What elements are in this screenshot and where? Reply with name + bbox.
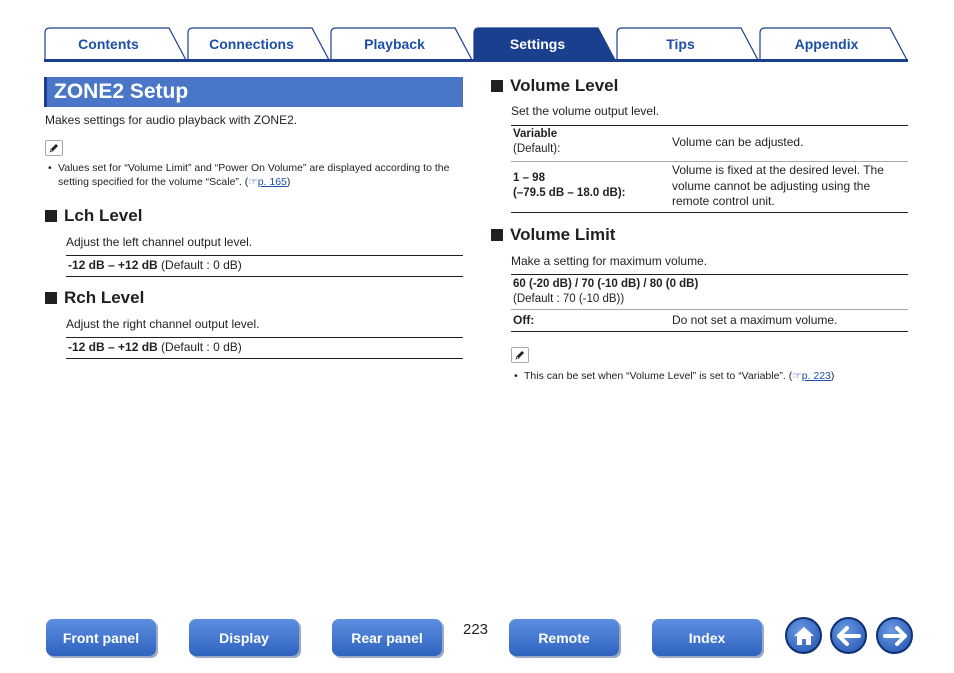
intro-text: Makes settings for audio playback with ZONE2.: [45, 113, 298, 127]
page-link[interactable]: p. 165: [257, 176, 287, 188]
front-panel-button[interactable]: Front panel: [46, 619, 156, 656]
tab-appendix[interactable]: [759, 27, 908, 60]
table-rule: [511, 212, 908, 213]
tab-label: Appendix: [794, 35, 859, 52]
table-value: Do not set a maximum volume.: [672, 313, 838, 327]
heading-text: Volume Level: [510, 76, 619, 95]
option-values: 60 (-20 dB) / 70 (-10 dB) / 80 (0 dB): [513, 278, 699, 290]
off-key: Off:: [513, 313, 535, 327]
square-bullet-icon: [491, 80, 503, 92]
tab-label: Playback: [364, 35, 425, 52]
section-heading-lch: [45, 206, 142, 226]
back-arrow-icon[interactable]: [830, 617, 867, 654]
home-icon[interactable]: [785, 617, 822, 654]
table-key: [513, 127, 560, 157]
table-rule: [66, 358, 463, 359]
remote-button[interactable]: Remote: [509, 619, 619, 656]
option-default: (Default : 70 (-10 dB)): [513, 293, 625, 305]
page-ref-icon: ☞: [792, 370, 802, 382]
tab-contents[interactable]: [44, 27, 187, 60]
table-key: [513, 277, 698, 307]
note-pencil-icon: [511, 347, 529, 363]
key-range: (–79.5 dB – 18.0 dB):: [513, 187, 626, 199]
tab-tips[interactable]: [616, 27, 759, 60]
tab-connections[interactable]: [187, 27, 330, 60]
key-name: Variable: [513, 128, 558, 140]
table-rule: [66, 337, 463, 338]
tab-label: Settings: [509, 35, 566, 52]
tab-label: Contents: [78, 35, 139, 52]
index-button[interactable]: Index: [652, 619, 762, 656]
tab-baseline: [44, 59, 908, 62]
table-rule: [511, 161, 908, 162]
range-value: -12 dB – +12 dB: [68, 258, 158, 272]
page-title: ZONE2 Setup: [44, 77, 463, 107]
volume-limit-description: Make a setting for maximum volume.: [511, 254, 708, 268]
page-link[interactable]: p. 223: [801, 370, 831, 382]
tab-playback[interactable]: [330, 27, 473, 60]
rear-panel-button[interactable]: Rear panel: [332, 619, 442, 656]
note-bullet: •: [48, 162, 52, 174]
note-text: This can be set when “Volume Level” is set to “Variable”. (☞p. 223): [524, 370, 835, 382]
tab-label: Connections: [209, 35, 294, 52]
rch-range-row: [68, 340, 242, 354]
forward-arrow-icon[interactable]: [876, 617, 913, 654]
page-number: 223: [463, 621, 489, 638]
tab-settings[interactable]: [473, 27, 616, 60]
heading-text: Volume Limit: [510, 225, 616, 244]
note-body: Values set for “Volume Limit” and “Power On Volume” are displayed according to the setting specified for the volume “Scale”.: [58, 162, 450, 188]
table-rule: [511, 125, 908, 126]
lch-range-row: [68, 258, 242, 272]
default-value: (Default : 0 dB): [161, 258, 242, 272]
heading-text: Lch Level: [64, 206, 143, 225]
lch-description: Adjust the left channel output level.: [66, 235, 253, 249]
table-rule: [511, 309, 908, 310]
rch-description: Adjust the right channel output level.: [66, 317, 260, 331]
tab-label: Tips: [666, 35, 695, 52]
table-rule: [66, 276, 463, 277]
square-bullet-icon: [45, 292, 57, 304]
heading-text: Rch Level: [64, 288, 145, 307]
tab-bar: [44, 27, 908, 62]
page-ref-icon: ☞: [248, 176, 258, 188]
table-key: [513, 171, 625, 201]
key-name: 1 – 98: [513, 172, 545, 184]
key-default: (Default):: [513, 143, 561, 155]
section-heading-rch: [45, 288, 144, 308]
table-rule: [511, 274, 908, 275]
note-body: This can be set when “Volume Level” is set to “Variable”.: [524, 370, 786, 382]
section-heading-volume-limit: [491, 225, 615, 245]
table-rule: [66, 255, 463, 256]
square-bullet-icon: [45, 210, 57, 222]
table-value: Volume is fixed at the desired level. The volume cannot be adjusting using the remote control unit.: [672, 163, 884, 208]
note-pencil-icon: [45, 140, 63, 156]
table-rule: [511, 331, 908, 332]
table-value: Volume can be adjusted.: [672, 135, 804, 149]
note-text: Values set for “Volume Limit” and “Power On Volume” are displayed according to the setting specified for the volume “Scale”. (☞p. 165): [58, 162, 450, 188]
table-key: [513, 313, 534, 327]
default-value: (Default : 0 dB): [161, 340, 242, 354]
range-value: -12 dB – +12 dB: [68, 340, 158, 354]
display-button[interactable]: Display: [189, 619, 299, 656]
square-bullet-icon: [491, 229, 503, 241]
note-bullet: •: [514, 370, 518, 382]
volume-level-description: Set the volume output level.: [511, 104, 660, 118]
section-heading-volume-level: [491, 76, 618, 96]
